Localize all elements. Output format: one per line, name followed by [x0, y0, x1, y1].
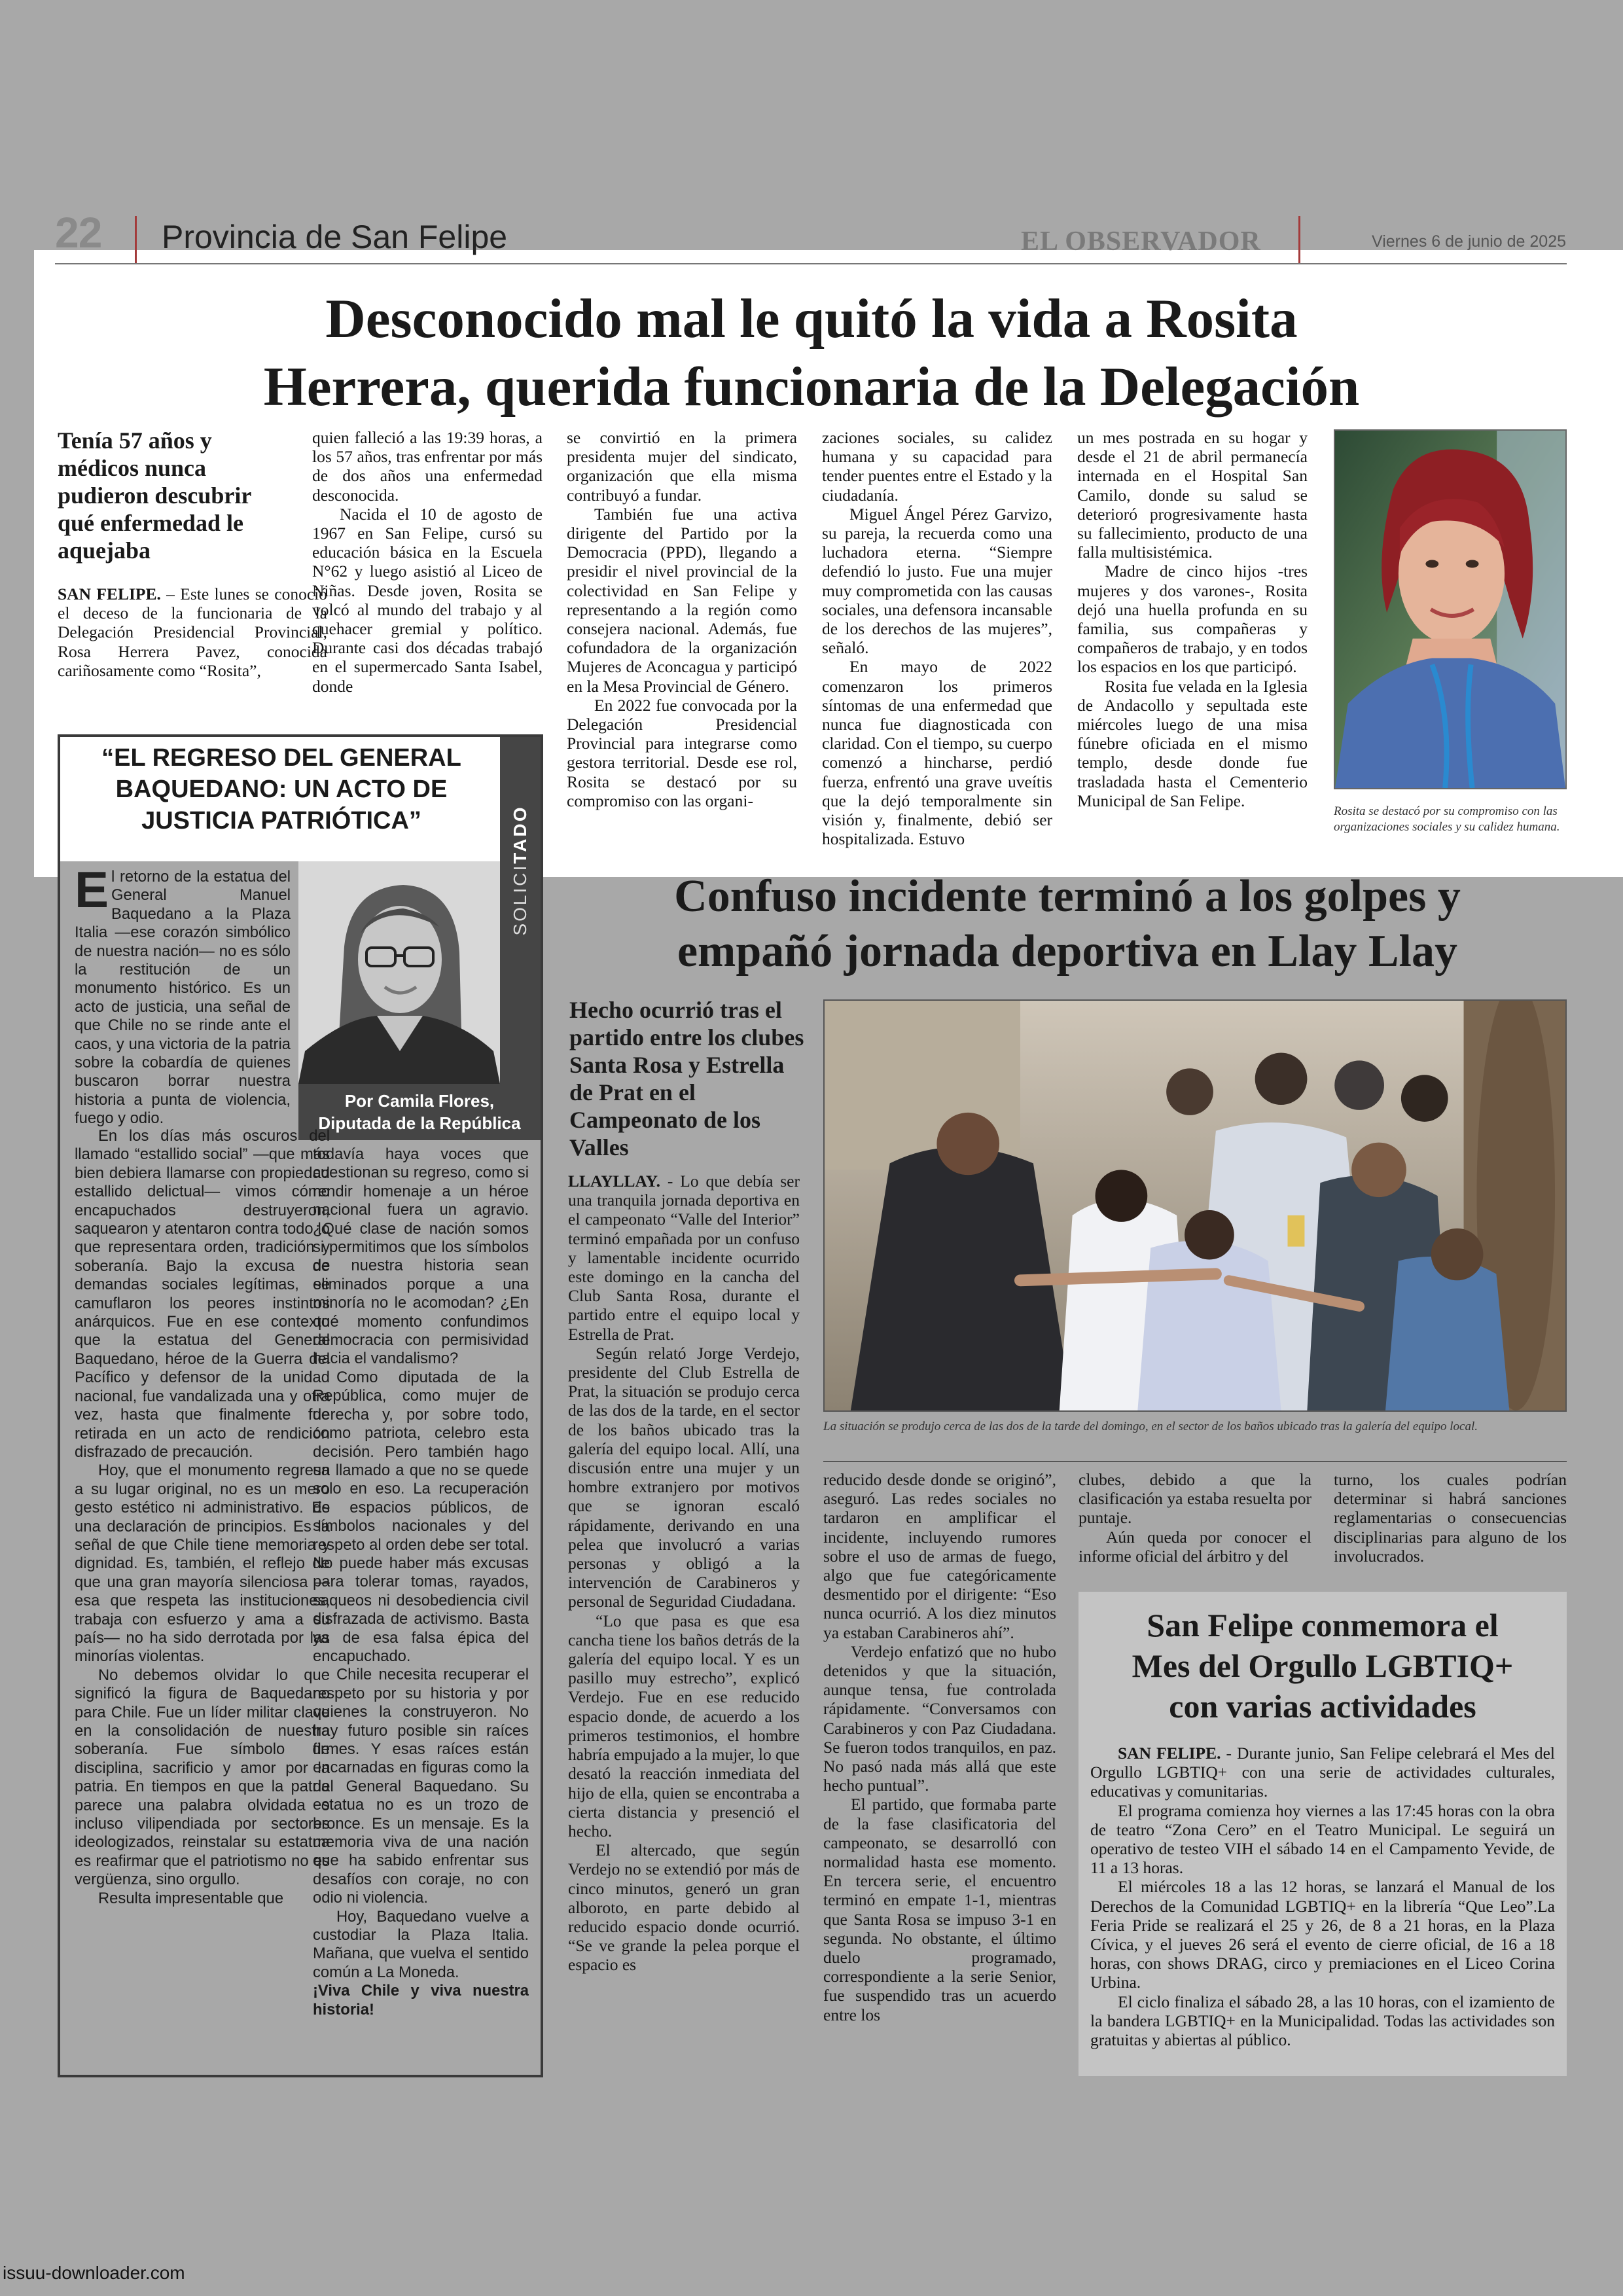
article2-lead	[568, 1172, 800, 1344]
article3-headline-line1: San Felipe conmemora el	[1147, 1607, 1499, 1643]
article1-dateline: SAN FELIPE.	[58, 584, 161, 603]
opinion-col2	[313, 1145, 529, 2068]
caption-rule	[823, 1461, 1567, 1462]
article2-paragraph: “Lo que pasa es que esa cancha tiene los baños detrás de la galería del equipo local. Y es un pasillo muy estrecho”, explicó Verdejo. Fue en ese reducido espacio donde, de acuerdo a los primeros testimonios, el hombre habría empujado a la mujer, lo que desató la reacción inmediata del hijo de ella, quien se encontraba a cierta distancia y presenció el hecho.	[568, 1611, 800, 1840]
opinion-paragraph: Resulta impresentable que	[98, 1889, 284, 1907]
article1-paragraph: zaciones sociales, su calidez humana y su capacidad para tender puentes entre el Estado y la ciudadanía.	[822, 428, 1052, 505]
incident-photo-caption: La situación se produjo cerca de las dos de la tarde del domingo, en el sector de los baños ubicado tras la galería del equipo local.	[823, 1420, 1478, 1433]
article1-paragraph: Nacida el 10 de agosto de 1967 en San Felipe, cursó su educación básica en la Escuela N°62 y luego asistió al Liceo de Niñas. Desde joven, Rosita se volcó al mundo del trabajo y al quehacer gremial y político. Durante casi dos décadas trabajó en el supermercado Santa Isabel, donde	[312, 504, 543, 696]
article2-paragraph: El partido, que formaba parte de la fase clasificatoria del campeonato, se desarrolló con normalidad hasta ese momento. En tercera serie, el encuentro terminó en empate 1-1, mientras que Santa Rosa se impuso 3-1 en segunda. No obstante, el último duelo programado, correspondiente a la serie Senior, fue suspendido tras un acuerdo entre los	[823, 1795, 1056, 2024]
header-divider-right	[1298, 216, 1300, 263]
article1-paragraph: En mayo de 2022 comenzaron los primeros síntomas de una enfermedad que nunca fue diagnosticada con claridad. Con el tiempo, su cuerpo comenzó a hincharse, perdió fuerza, enfrentó una grave uveítis que la dejó temporalmente sin visión y, finalmente, debió ser hospitalizada. Estuvo	[822, 657, 1052, 849]
article3-lead	[1090, 1744, 1555, 1801]
section-title: Provincia de San Felipe	[162, 219, 508, 255]
opinion-col1-body	[75, 1127, 330, 2070]
article1-subtitle: Tenía 57 años y médicos nunca pudieron descubrir qué enfermedad le aquejaba	[58, 427, 251, 564]
article2-paragraph: reducido desde donde se originó”, aseguró. Las redes sociales no tardaron en amplificar el incidente, incluyendo rumores sobre el uso de armas de fuego, algo que fue categóricamente desmentido por el dirigente: “Eso nunca ocurrió. A los diez minutos ya estaban Carabineros ahí”.	[823, 1470, 1056, 1642]
opinion-intro	[75, 868, 291, 1127]
header-rule	[55, 263, 1567, 264]
watermark-text: issuu-downloader.com	[3, 2263, 185, 2283]
article1-col2	[312, 428, 543, 703]
opinion-intro-text: l retorno de la estatua del General Manuel Baquedano a la Plaza Italia —ese corazón simbólico de nuestra nación— no es sólo la restitución de un monumento histórico. Es un acto de justicia, una señal de que Chile no se rinde ante el caos, y una victoria de la patria sobre la cobardía de quienes buscaron borrar nuestra historia a punta de violencia, fuego y odio.	[75, 868, 291, 1127]
article3-dateline: SAN FELIPE.	[1118, 1744, 1221, 1763]
solicitado-label-suffix: TADO	[510, 805, 530, 864]
newspaper-logo: EL OBSERVADOR	[1021, 226, 1261, 257]
article2-col4	[1334, 1470, 1567, 1575]
incident-photo	[823, 999, 1567, 1412]
author-name: Por Camila Flores,	[344, 1091, 495, 1111]
author-photo	[298, 861, 500, 1084]
opinion-col1	[75, 868, 291, 1127]
solicitado-label-prefix: SOLICI	[510, 863, 530, 936]
article1-col5	[1077, 428, 1308, 860]
article2-col2	[823, 1470, 1056, 2079]
article1-paragraph: En 2022 fue convocada por la Delegación Presidencial Provincial para integrarse como gestora territorial. Desde ese rol, Rosita se destacó por su compromiso con las organi-	[567, 695, 797, 810]
article2-dateline: LLAYLLAY.	[568, 1172, 661, 1191]
rosita-portrait-photo	[1334, 429, 1567, 789]
article1-paragraph: También fue una activa dirigente del Partido por la Democracia (PPD), llegando a presidir el nivel provincial de la colectividad en San Felipe y representando a la región como consejera nacional. Además, fue cofundadora de la organización Mujeres de Aconcagua y participó en la Mesa Provincial de Género.	[567, 504, 797, 696]
article1-col1	[58, 584, 327, 728]
opinion-paragraph: Como diputada de la República, como mujer de derecha y, por sobre todo, como patriota, celebro esta decisión. Pero también hago un llamado a que no se quede solo en eso. La recuperación de espacios públicos, de símbolos nacionales y del respeto al orden debe ser total. No puede haber más excusas para tolerar tomas, rayados, saqueos ni desobediencia civil disfrazada de activismo. Basta ya de esa falsa épica del encapuchado.	[313, 1368, 529, 1665]
article3-headline	[1086, 1605, 1559, 1727]
article1-headline-line2: Herrera, querida funcionaria de la Delegación	[263, 356, 1360, 418]
solicitado-label	[500, 785, 541, 956]
opinion-paragraph: todavía haya voces que cuestionan su regreso, como si rendir homenaje a un héroe nacional fuera un agravio. ¿Qué clase de nación somos si permitimos que los símbolos de nuestra historia sean eliminados porque a una minoría no le acomodan? ¿En qué momento confundimos democracia con permisividad hacia el vandalismo?	[313, 1145, 529, 1368]
article2-paragraph: Según relató Jorge Verdejo, presidente del Club Estrella de Prat, la situación se produjo cerca de las dos de la tarde, en el sector de los baños ubicado tras la galería del equipo local. Allí, una discusión entre una mujer y un hombre extranjero por motivos que se ignoran escaló rápidamente, derivando en una pelea que involucró a varias personas y obligó a la intervención de Carabineros y personal de Seguridad Ciudadana.	[568, 1343, 800, 1611]
article1-paragraph: un mes postrada en su hogar y desde el 21 de abril permanecía internada en el Hospital San Camilo, donde su salud se deterioró progresivamente hasta su fallecimiento, producto de una falla multisistémica.	[1077, 428, 1308, 562]
article1-paragraph: quien falleció a las 19:39 horas, a los 57 años, tras enfrentar por más de dos años una enfermedad desconocida.	[312, 428, 543, 505]
opinion-closing: ¡Viva Chile y viva nuestra historia!	[313, 1982, 529, 2018]
article1-headline-line1: Desconocido mal le quitó la vida a Rosita	[325, 288, 1298, 350]
article2-lead-text: - Lo que debía ser una tranquila jornada deportiva en el campeonato “Valle del Interior” terminó empañada por un confuso y lamentable incidente ocurrido este domingo en la cancha del Club Santa Rosa, durante el partido entre el equipo local y Estrella de Prat.	[568, 1172, 800, 1344]
article1-paragraph: Madre de cinco hijos -tres mujeres y dos varones-, Rosita dejó una huella profunda en su familia, sus compañeras y compañeros de trabajo, y en todos los espacios en los que participó.	[1077, 562, 1308, 677]
article1-col4	[822, 428, 1052, 860]
article1-col3	[567, 428, 797, 860]
opinion-paragraph: Hoy, Baquedano vuelve a custodiar la Plaza Italia. Mañana, que vuelva el sentido común a La Moneda.	[313, 1907, 529, 1981]
issue-date: Viernes 6 de junio de 2025	[1372, 232, 1566, 251]
author-role: Diputada de la República	[318, 1113, 521, 1133]
opinion-dropcap: E	[75, 868, 109, 918]
article1-lead-text: – Este lunes se conoció el deceso de la funcionaria de la Delegación Presidencial Provincial, Rosa Herrera Pavez, conocida cariñosamente como “Rosita”,	[58, 584, 327, 680]
article2-paragraph: El altercado, que según Verdejo no se extendió por más de cinco minutos, generó un gran alboroto, en parte debido al reducido espacio donde ocurrió. “Se ve grande la pelea porque el espacio es	[568, 1840, 800, 1975]
article3-paragraph: El ciclo finaliza el sábado 28, a las 10 horas, con el izamiento de la bandera LGBTIQ+ en la Municipalidad. Todas las actividades son gratuitas y abiertas al público.	[1090, 1992, 1555, 2050]
article3-paragraph: El programa comienza hoy viernes a las 17:45 horas con la obra de teatro “Zona Cero” en el Teatro Municipal. Le seguirá un operativo de testeo VIH el sábado 14 en el Campamento Yevide, de 11 a 13 horas.	[1090, 1801, 1555, 1878]
article1-paragraph: se convirtió en la primera presidenta mujer del sindicato, organización que ella misma contribuyó a fundar.	[567, 428, 797, 505]
article2-paragraph: Verdejo enfatizó que no hubo detenidos y que la situación, aunque tensa, fue controlada rápidamente. “Conversamos con Carabineros y con Paz Ciudadana. Se fueron todos tranquilos, en paz. No pasó nada más allá que este hecho puntual”.	[823, 1641, 1056, 1795]
article3-headline-line2: Mes del Orgullo LGBTIQ+	[1132, 1647, 1514, 1684]
article1-lead	[58, 584, 327, 680]
article2-paragraph: Aún queda por conocer el informe oficial del árbitro y del	[1079, 1527, 1311, 1566]
article2-col3	[1079, 1470, 1311, 1575]
article2-paragraph: clubes, debido a que la clasificación ya estaba resuelta por puntaje.	[1079, 1470, 1311, 1528]
page-number: 22	[55, 208, 102, 257]
article3-paragraph: El miércoles 18 a las 12 horas, se lanzará el Manual de los Derechos de la Comunidad LGBTIQ+ en la librería “Que Leo”.La Feria Pride se realizará el 25 y 26, de 8 a 21 horas, en la Plaza Cívica, y el jueves 26 será el evento de cierre oficial, de 16 a 18 horas, con shows DRAG, circo y premiaciones en el Liceo Corina Urbina.	[1090, 1877, 1555, 1992]
opinion-paragraph: En los días más oscuros del llamado “estallido social” —que más bien debiera llamarse con propiedad estallido delictual— vimos cómo encapuchados destruyeron, saquearon y atentaron contra todo lo que representara orden, tradición y soberanía. Bajo la excusa de demandas sociales legítimas, se camuflaron los peores instintos anárquicos. Fue en ese contexto que la estatua del General Baquedano, héroe de la Guerra del Pacífico y defensor de la unidad nacional, fue vandalizada una y otra vez, hasta que finalmente fue retirada en un acto de rendición disfrazado de precaución.	[75, 1127, 330, 1461]
article3-headline-line3: con varias actividades	[1169, 1688, 1476, 1725]
article2-col1	[568, 1172, 800, 2081]
article3-lead-text: - Durante junio, San Felipe celebrará el Mes del Orgullo LGBTIQ+ con una serie de actividades culturales, educativas y comunitarias.	[1090, 1744, 1555, 1801]
article2-headline-line2: empañó jornada deportiva en Llay Llay	[677, 926, 1458, 977]
article1-paragraph: Rosita fue velada en la Iglesia de Andacollo y sepultada este miércoles luego de una misa fúnebre oficiada en el mismo templo, desde donde fue trasladada hasta el Cementerio Municipal de San Felipe.	[1077, 676, 1308, 810]
article2-paragraph: turno, los cuales podrían determinar si habrá sanciones reglamentarias o consecuencias disciplinarias para alguno de los involucrados.	[1334, 1470, 1567, 1566]
rosita-photo-caption: Rosita se destacó por su compromiso con las organizaciones sociales y su calidez humana.	[1334, 804, 1560, 834]
article2-headline	[568, 869, 1567, 979]
author-label	[298, 1084, 541, 1140]
header-divider-left	[135, 216, 137, 263]
opinion-paragraph: No debemos olvidar lo que significó la figura de Baquedano para Chile. Fue un líder militar clave en la consolidación de nuestra soberanía. Fue símbolo de disciplina, sacrificio y amor por la patria. En tiempos en que la patria parece una palabra olvidada o incluso vilipendiada por sectores ideologizados, reinstalar su estatua es reafirmar que el patriotismo no es vergüenza, sino orgullo.	[75, 1666, 330, 1889]
article3-body	[1090, 1744, 1555, 2064]
opinion-paragraph: Chile necesita recuperar el respeto por su historia y por quienes la construyeron. No hay futuro posible sin raíces firmes. Y esas raíces están encarnadas en figuras como la del General Baquedano. Su estatua no es un trozo de bronce. Es un mensaje. Es la memoria viva de una nación que ha sabido enfrentar sus desafíos con coraje, no con odio ni violencia.	[313, 1666, 529, 1907]
article2-headline-line1: Confuso incidente terminó a los golpes y	[674, 871, 1461, 922]
opinion-title: “EL REGRESO DEL GENERAL BAQUEDANO: UN ACTO DE JUSTICIA PATRIÓTICA”	[101, 744, 461, 834]
article2-subtitle: Hecho ocurrió tras el partido entre los clubes Santa Rosa y Estrella de Prat en el Campeonato de los Valles	[569, 997, 804, 1160]
opinion-paragraph: Hoy, que el monumento regresa a su lugar original, no es un mero gesto estético ni administrativo. Es una declaración de principios. Es la señal de que Chile tiene memoria y dignidad. Es, también, el reflejo de que una gran mayoría silenciosa —esa que respeta las instituciones, trabaja con esfuerzo y ama a su país— no ha sido derrotada por las minorías violentas.	[75, 1462, 330, 1666]
article1-paragraph: Miguel Ángel Pérez Garvizo, su pareja, la recuerda como una luchadora eterna. “Siempre defendió lo justo. Fue una mujer muy comprometida con las causas sociales, una defensora incansable de los derechos de las mujeres”, señaló.	[822, 504, 1052, 658]
article1-headline	[52, 285, 1571, 421]
